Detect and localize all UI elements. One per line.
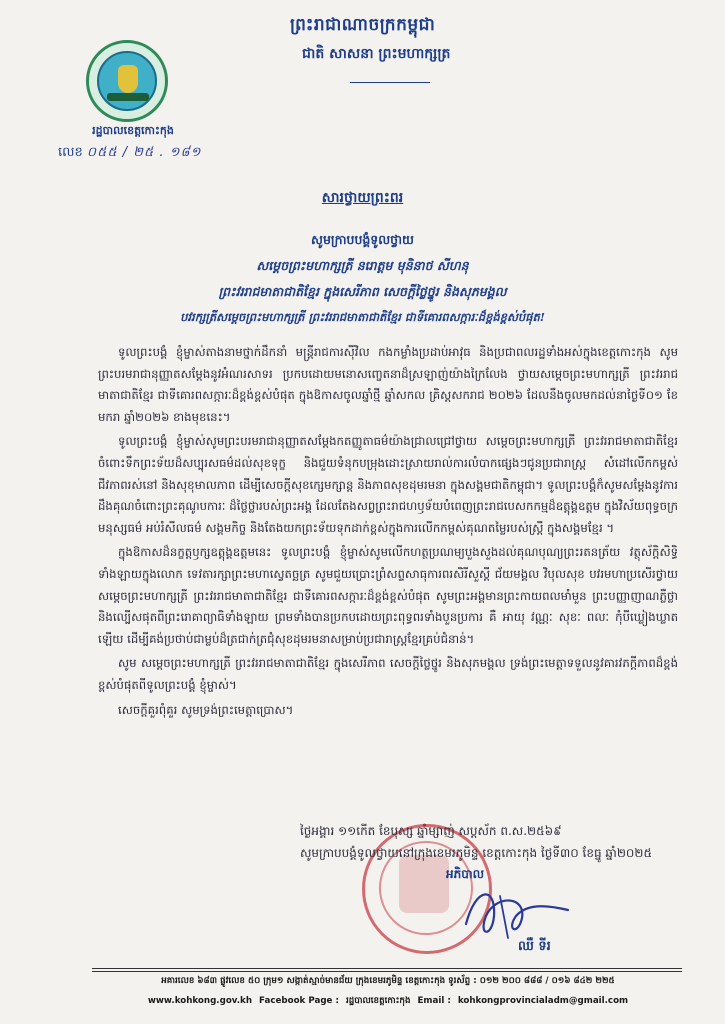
- footer-contacts: [88, 996, 688, 1008]
- address-line-2: សម្តេចព្រះមហាក្សត្រី នរោត្តម មុនិនាថ សីហនុ: [256, 258, 469, 273]
- motto-ornament: [350, 70, 430, 83]
- handwritten-signature-icon: [456, 876, 576, 946]
- address-line-3: ព្រះវររាជមាតាជាតិខ្មែរ ក្នុងសេរីភាព សេចក្តីថ្លៃថ្នូរ និងសុភមង្គល: [218, 284, 507, 299]
- body-paragraph: សូម សម្តេចព្រះមហាក្សត្រី ព្រះវររាជមាតាជាតិខ្មែរ ក្នុងសេរីភាព សេចក្តីថ្លៃថ្នូរ និងសុភមង្គល ទ្រង់ព្រះមេត្តាទទួលនូវគារវភក្តីភាពដ៏ខ្ពង់ខ្ពស់បំផុតពីទូលព្រះបង្គំ ខ្ញុំម្ចាស់។: [98, 656, 678, 692]
- reference-label: លេខ: [58, 145, 83, 160]
- address-line-1: សូមក្រាបបង្គំទូលថ្វាយ: [311, 232, 414, 247]
- facebook-link[interactable]: រដ្ឋបាលខេត្តកោះកុង: [345, 996, 411, 1006]
- letter-body: [98, 342, 678, 724]
- provincial-seal-icon: [86, 40, 168, 122]
- signer-name: ឈឺ ទីរ: [518, 939, 551, 954]
- address-line-4: បវរក្សត្រីសម្តេចព្រះមហាក្សត្រី ព្រះវររាជមាតាជាតិខ្មែរ ជាទីគោរពសក្ការៈដ៏ខ្ពង់ខ្ពស់បំផុត!: [180, 310, 545, 324]
- document-title: សារថ្វាយព្រះពរ: [321, 190, 404, 206]
- body-paragraph: ក្នុងឱកាសដ៏នក្ខត្តឫក្សឧត្តុង្គឧត្តមនេះ ទូលព្រះបង្គំ ខ្ញុំម្ចាស់សូមលើកហត្ថប្រណម្យបួងសួងដល់គុណបុណ្យព្រះរតនត្រ័យ វត្ថុស័ក្តិសិទ្ធិទាំងឡាយក្នុងលោក ទេវតារក្សាព្រះមហាស្វេតច្ឆត្រ សូមជួយប្រោះព្រំសព្ទសាធុការពរសិរីសួស្តី ជ័យមង្គល វិបុលសុខ បវរមហាប្រសើរថ្វាយ សម្តេចព្រះមហាក្សត្រី ព្រះវររាជមាតាជាតិខ្មែរ ជាទីគោរពសក្ការៈដ៏ខ្ពង់ខ្ពស់បំផុត សូមព្រះអង្គមានព្រះកាយពលមាំមួន ព្រះបញ្ញាញាណភ្លឺថ្លា និងល្បើសផុតពីព្រះរោគាព្យាធិទាំងឡាយ ព្រមទាំងបានប្រកបដោយព្រះពុទ្ធពរទាំងបួនប្រការ គឺ អាយុ វណ្ណៈ សុខៈ ពលៈ កុំបីឃ្លៀងឃ្លាតឡើយ ដើម្បីគង់ប្រថាប់ជាម្លប់ដ៏ត្រជាក់ត្រជុំសុខដុមរមនាសម្រាប់ប្រជារាស្ត្រខ្មែរគ្រប់ជំនាន់។: [98, 545, 678, 646]
- body-paragraph: ទូលព្រះបង្គំ ខ្ញុំម្ចាស់សូមព្រះបរមរាជានុញ្ញាតសម្តែងកតញ្ញូតាធម៌យ៉ាងជ្រាលជ្រៅថ្វាយ សម្តេចព្រះមហាក្សត្រី ព្រះវររាជមាតាជាតិខ្មែរ ចំពោះទឹកព្រះទ័យដ៏សប្បុរសធម៌ដល់សុខទុក្ខ និងជួយទំនុកបម្រុងដោះស្រាយរាល់ការលំបាកផ្សេងៗជូនប្រជារាស្ត្រ សំដៅលើកកម្ពស់ជីវភាពរស់នៅ និងសុខុមាលភាព ដើម្បីសេចក្តីសុខក្សេមក្សាន្ត និងភាពសុខដុមរមនា ក្នុងសង្គមជាតិកម្ពុជា។ ទូលព្រះបង្គំក៏សូមសម្តែងនូវការដឹងគុណចំពោះព្រះគុណូបការៈ ដ៏ថ្លៃថ្លារបស់ព្រះអង្គ ដែលតែងសព្វព្រះរាជហឫទ័យបំពេញព្រះរាជបេសកកម្មដ៏ឧត្តុង្គឧត្តម ក្នុងវិស័យពុទ្ធចក្រ មនុស្សធម៌ អប់រំសីលធម៌ សង្គមកិច្ច និងតែងយកព្រះទ័យទុកដាក់ខ្ពស់ក្នុងការលើកកម្ពស់គុណតម្លៃរបស់ស្ត្រី ក្នុងសង្គមខ្មែរ ។: [98, 434, 678, 535]
- lunar-date: ថ្ងៃអង្គារ ១១កើត ខែបុស្ស ឆ្នាំម្សាញ់ សប្តស័ក ព.ស.២៥៦៩: [300, 824, 562, 838]
- website-link[interactable]: www.kohkong.gov.kh: [147, 996, 253, 1006]
- kingdom-heading: ព្រះរាជាណាចក្រកម្ពុជា: [290, 15, 436, 35]
- footer-divider: [92, 968, 682, 969]
- email-link[interactable]: kohkongprovincialadm@gmail.com: [457, 996, 629, 1006]
- facebook-label: Facebook Page :: [259, 996, 339, 1006]
- solar-date: សូមក្រាបបង្គំទូលថ្វាយនៅក្រុងខេមរភូមិន្ទ ខេត្តកោះកុង ថ្ងៃទី៣០ ខែធ្នូ ឆ្នាំ២០២៥: [300, 846, 652, 860]
- email-label: Email :: [417, 996, 451, 1006]
- footer-divider: [92, 971, 682, 972]
- body-paragraph: សេចក្តីគួរពុំគួរ សូមទ្រង់ព្រះមេត្តាប្រោស។: [118, 702, 294, 717]
- footer-address: អគារលេខ ៦៨៣ ផ្លូវលេខ ៥០ ក្រុម១ សង្កាត់ស្មាច់មានជ័យ ក្រុងខេមរភូមិន្ទ ខេត្តកោះកុង ទូរស័ព្ទ : ០១២ ២០០ ៨៨៨ / ០១៦ ៨៤២ ២២៥: [161, 976, 615, 986]
- national-motto: ជាតិ សាសនា ព្រះមហាក្សត្រ: [302, 46, 451, 62]
- governor-label: អភិបាល: [446, 867, 485, 881]
- date-block: [300, 820, 652, 864]
- reference-value: ០៥៥ / ២៥ . ១៨១: [86, 145, 202, 160]
- body-paragraph: ទូលព្រះបង្គំ ខ្ញុំម្ចាស់តាងនាមថ្នាក់ដឹកនាំ មន្ត្រីរាជការស៊ីវិល កងកម្លាំងប្រដាប់អាវុធ និងប្រជាពលរដ្ឋទាំងអស់ក្នុងខេត្តកោះកុង សូមព្រះបរមរាជានុញ្ញាតសម្តែងនូវអំណរសាទរ ប្រកបដោយមនោសញ្ចេតនាដ៏ស្រឡាញ់យ៉ាងក្រៃលែង ថ្វាយសម្តេចព្រះមហាក្សត្រី ព្រះវររាជមាតាជាតិខ្មែរ ជាទីគោរពសក្ការៈដ៏ខ្ពង់ខ្ពស់បំផុត ក្នុងឱកាសចូលឆ្នាំថ្មី ឆ្នាំសកល គ្រិស្តសករាជ ២០២៦ ដែលនឹងចូលមកដល់នាថ្ងៃទី០១ ខែមករា ឆ្នាំ២០២៦ ខាងមុខនេះ។: [98, 345, 678, 424]
- organization-name: រដ្ឋបាលខេត្តកោះកុង: [92, 124, 174, 137]
- reference-number: [58, 144, 202, 163]
